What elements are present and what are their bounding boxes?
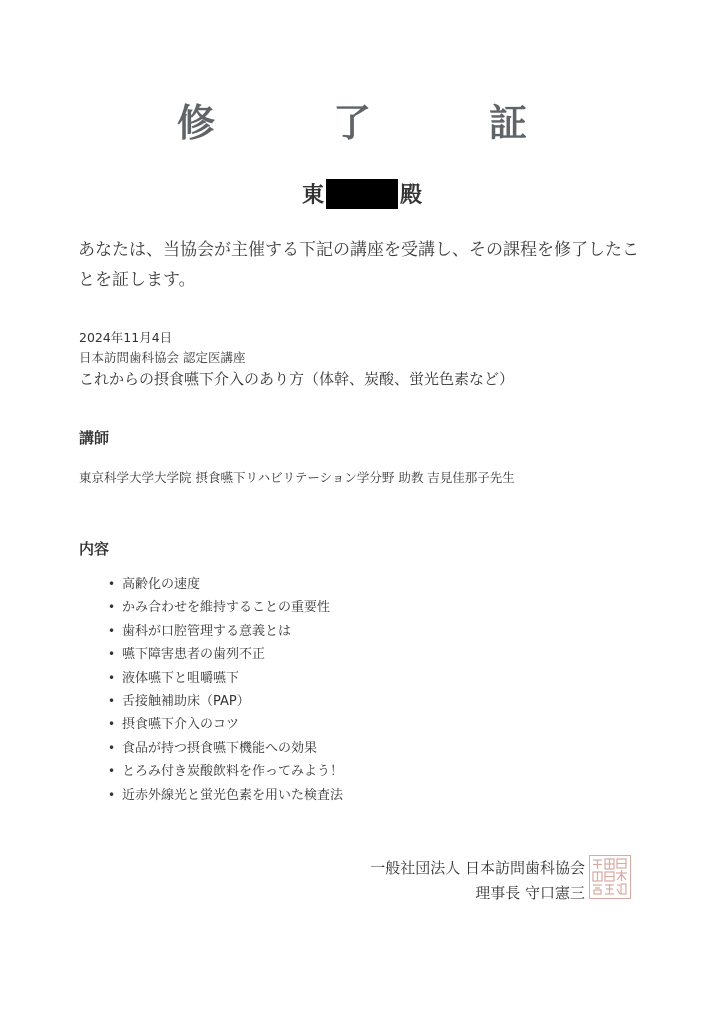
seal-glyphs-icon: [590, 856, 629, 897]
certificate-title: 修 了 証: [176, 100, 567, 145]
lecturer-heading: 講師: [79, 429, 110, 447]
issuer-block: [370, 856, 585, 906]
list-item: [108, 573, 343, 596]
course-organizer: 日本訪問歯科協会 認定医講座: [79, 350, 246, 365]
list-item-text: 食品が持つ摂食嚥下機能への効果: [122, 740, 318, 756]
recipient-name-prefix: 東: [301, 183, 324, 208]
lecturer-text: 東京科学大学大学院 摂食嚥下リハビリテーション学分野 助教 吉見佳那子先生: [79, 470, 515, 485]
list-item: [108, 760, 343, 783]
issuer-organization: 一般社団法人 日本訪問歯科協会: [370, 859, 585, 877]
redacted-name-block: [326, 179, 398, 209]
list-item-text: 液体嚥下と咀嚼嚥下: [122, 670, 240, 686]
bullet-icon: •: [108, 623, 116, 638]
list-item-text: 舌接触補助床（PAP）: [122, 694, 250, 710]
list-item: [108, 737, 343, 760]
bullet-icon: •: [108, 647, 116, 662]
content-heading: 内容: [79, 540, 110, 558]
list-item: [108, 713, 343, 736]
bullet-icon: •: [108, 717, 116, 732]
list-item-text: 近赤外線光と蛍光色素を用いた検査法: [122, 787, 344, 803]
list-item: [108, 596, 343, 619]
certificate-statement: あなたは、当協会が主催する下記の講座を受講し、その課程を修了したことを証します。: [78, 240, 639, 290]
list-item-text: かみ合わせを維持することの重要性: [122, 600, 331, 616]
list-item-text: 嚥下障害患者の歯列不正: [122, 647, 266, 663]
bullet-icon: •: [108, 600, 116, 615]
recipient-honorific: 殿: [400, 183, 423, 208]
bullet-icon: •: [108, 764, 116, 779]
bullet-icon: •: [108, 740, 116, 755]
list-item-text: 摂食嚥下介入のコツ: [122, 717, 240, 733]
content-list: [108, 573, 343, 807]
list-item-text: 高齢化の速度: [122, 577, 201, 592]
list-item-text: とろみ付き炭酸飲料を作ってみよう！: [122, 764, 344, 780]
course-title: これからの摂食嚥下介入のあり方（体幹、炭酸、蛍光色素など）: [79, 370, 515, 388]
recipient-line: [0, 178, 724, 211]
list-item-text: 歯科が口腔管理する意義とは: [122, 623, 292, 639]
list-item: [108, 643, 343, 666]
bullet-icon: •: [108, 694, 116, 709]
bullet-icon: •: [108, 577, 116, 591]
course-date: 2024年11月4日: [79, 330, 173, 345]
official-seal-icon: [589, 855, 631, 899]
list-item: [108, 784, 343, 807]
list-item: [108, 620, 343, 643]
bullet-icon: •: [108, 670, 116, 685]
list-item: [108, 667, 343, 690]
list-item: [108, 690, 343, 713]
issuer-signatory: 理事長 守口憲三: [475, 884, 585, 902]
bullet-icon: •: [108, 787, 116, 802]
